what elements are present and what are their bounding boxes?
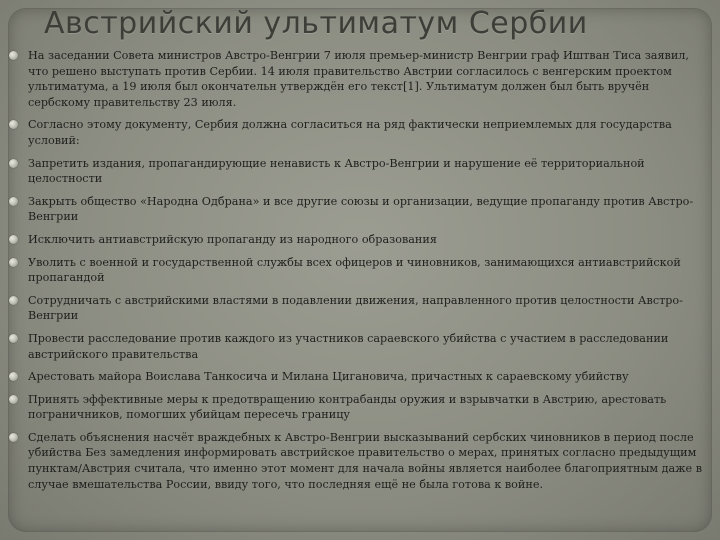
list-item <box>8 293 706 324</box>
bullet-icon <box>9 296 18 305</box>
list-item-text: На заседании Совета министров Австро-Венгрии 7 июля премьер-министр Венгрии граф Иштван Тиса заявил, что решено выступать против Сербии. 14 июля правительство Австрии согласилось с венгерским проектом ультиматума, а 19 июля был окончательн утверждён его текст[1]. Ультиматум должен был быть вручён сербскому правительству 23 июля. <box>28 49 689 109</box>
list-item <box>8 232 706 248</box>
list-item-text: Арестовать майора Воислава Танкосича и Милана Цигановича, причастных к сараевскому убийству <box>28 370 629 384</box>
list-item-text: Принять эффективные меры к предотвращению контрабанды оружия и взрывчатки в Австрию, арестовать пограничников, помогших убийцам пересечь границу <box>28 392 667 422</box>
bullet-icon <box>9 258 18 267</box>
list-item <box>8 369 706 385</box>
list-item-text: Сотрудничать с австрийскими властями в подавлении движения, направленного против целостности Австро-Венгрии <box>28 293 683 323</box>
bullet-icon <box>9 395 18 404</box>
bullet-icon <box>9 372 18 381</box>
list-item-text: Запретить издания, пропагандирующие ненависть к Австро-Венгрии и нарушение её территориальной целостности <box>28 156 645 186</box>
list-item-text: Уволить с военной и государственной службы всех офицеров и чиновников, занимающихся антиавстрийской пропагандой <box>28 255 681 285</box>
bullet-icon <box>9 433 18 442</box>
list-item <box>8 194 706 225</box>
bullet-icon <box>9 120 18 129</box>
list-item <box>8 331 706 362</box>
bullet-icon <box>9 334 18 343</box>
bullet-list <box>8 48 706 499</box>
slide-title: Австрийский ультиматум Сербии <box>44 6 588 41</box>
list-item <box>8 48 706 110</box>
list-item-text: Согласно этому документу, Сербия должна согласиться на ряд фактически неприемлемых для государства условий: <box>28 118 672 147</box>
list-item-text: Исключить антиавстрийскую пропаганду из народного образования <box>28 232 437 246</box>
list-item-text: Закрыть общество «Народна Одбрана» и все другие союзы и организации, ведущие пропаганду против Австро-Венгрии <box>28 194 694 224</box>
list-item-text: Сделать объяснения насчёт враждебных к Австро-Венгрии высказываний сербских чиновников в период после убийства Без замедления информировать австрийское правительство о мерах, принятых согласно предыдущим пунктам/Австрия считала, что именно этот момент для начала войны является наиболее благоприятным даже в случае вмешательства России, ввиду того, что последняя ещё не была готова к войне. <box>28 430 702 491</box>
bullet-icon <box>9 159 18 168</box>
bullet-icon <box>9 235 18 244</box>
list-item <box>8 430 706 492</box>
list-item <box>8 255 706 286</box>
list-item <box>8 392 706 423</box>
list-item <box>8 117 706 148</box>
list-item-text: Провести расследование против каждого из участников сараевского убийства с участием в расследовании австрийского правительства <box>28 331 669 361</box>
bullet-icon <box>9 197 18 206</box>
list-item <box>8 156 706 187</box>
bullet-icon <box>9 51 18 60</box>
